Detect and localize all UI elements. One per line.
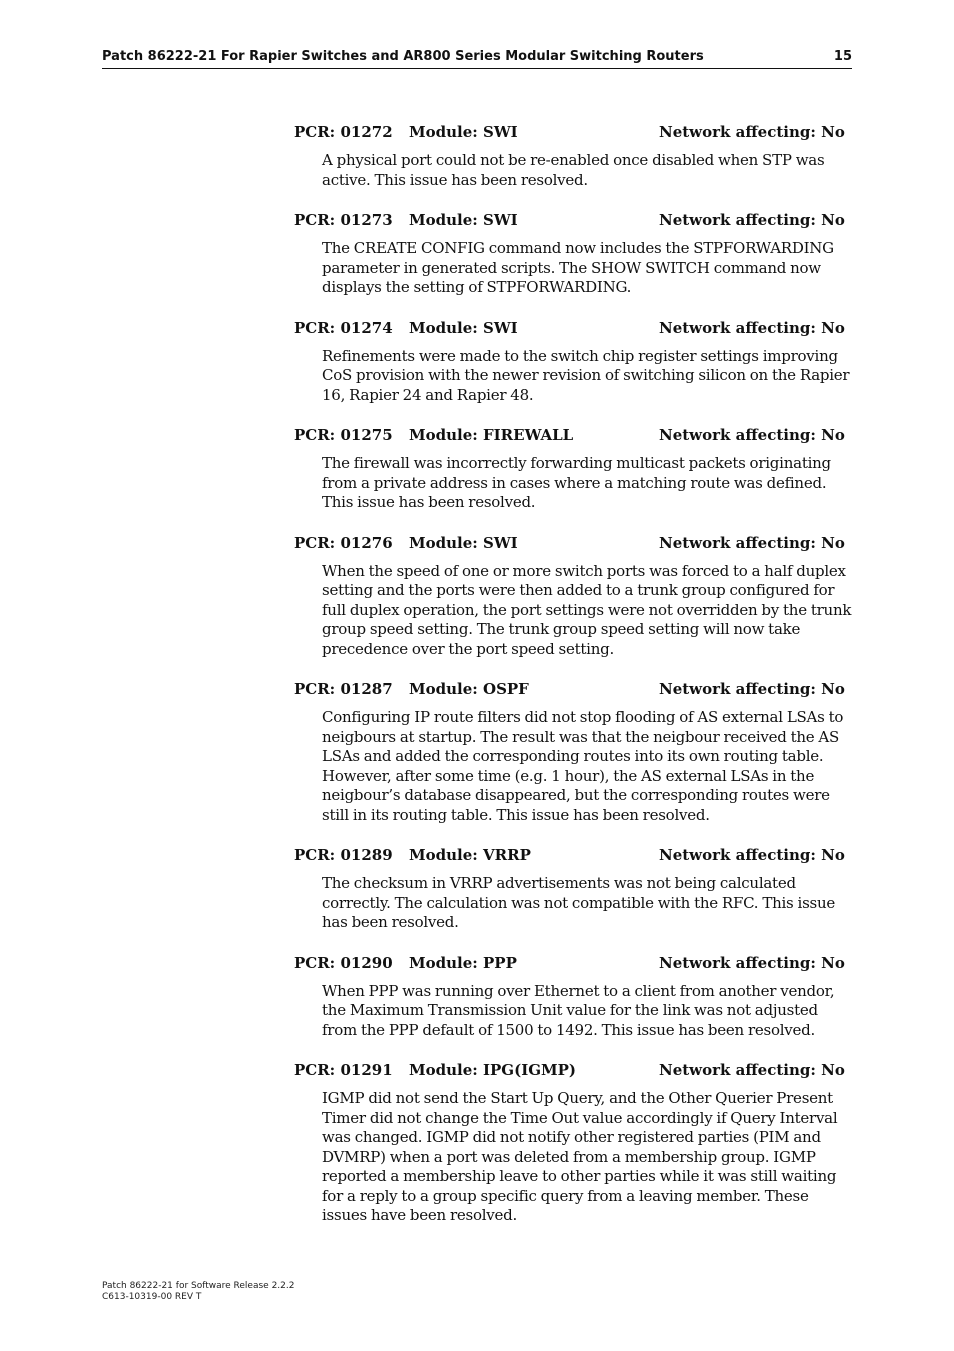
pcr-number: PCR: 01275	[294, 426, 393, 444]
pcr-network-affecting: Network affecting: No	[659, 211, 845, 229]
page-number: 15	[833, 49, 852, 64]
pcr-number: PCR: 01291	[294, 1061, 393, 1079]
pcr-description: When the speed of one or more switch ports was forced to a half duplex setting and the ports were then added to a trunk group configured for full duplex operation, the port settings were not overridden by the trunk group speed setting. The trunk group speed setting will now take precedence over the port speed setting.	[322, 561, 852, 658]
pcr-entry-01275	[294, 425, 854, 513]
pcr-description: The CREATE CONFIG command now includes the STPFORWARDING parameter in generated scripts. The SHOW SWITCH command now displays the setting of STPFORWARDING.	[322, 239, 834, 296]
pcr-entry-heading	[294, 1060, 854, 1080]
pcr-network-affecting: Network affecting: No	[659, 680, 845, 698]
pcr-description: Refinements were made to the switch chip register settings improving CoS provision with the newer revision of switching silicon on the Rapier 16, Rapier 24 and Rapier 48.	[322, 346, 850, 404]
pcr-module: Module: SWI	[409, 123, 518, 141]
pcr-network-affecting: Network affecting: No	[659, 426, 845, 444]
pcr-module: Module: IPG(IGMP)	[409, 1061, 577, 1079]
pcr-list	[294, 122, 854, 1226]
pcr-number: PCR: 01287	[294, 680, 393, 698]
pcr-description: When PPP was running over Ethernet to a client from another vendor, the Maximum Transmission Unit value for the link was not adjusted from the PPP default of 1500 to 1492. This issue has been resolved.	[322, 981, 835, 1039]
pcr-number: PCR: 01273	[294, 211, 393, 229]
pcr-network-affecting: Network affecting: No	[659, 123, 845, 141]
pcr-number: PCR: 01290	[294, 953, 393, 972]
pcr-module: Module: SWI	[409, 533, 518, 552]
pcr-module: Module: FIREWALL	[409, 426, 574, 444]
pcr-description: The firewall was incorrectly forwarding multicast packets originating from a private address in cases where a matching route was defined. This issue has been resolved.	[322, 454, 831, 511]
pcr-entry-heading	[294, 210, 854, 230]
pcr-entry-heading	[294, 845, 854, 865]
footer-release-line: Patch 86222-21 for Software Release 2.2.2	[102, 1281, 295, 1291]
pcr-entry-heading	[294, 425, 854, 445]
pcr-network-affecting: Network affecting: No	[659, 953, 845, 972]
pcr-description: The checksum in VRRP advertisements was not being calculated correctly. The calculation was not compatible with the RFC. This issue has been resolved.	[322, 874, 836, 931]
pcr-network-affecting: Network affecting: No	[659, 318, 845, 337]
pcr-description: Configuring IP route filters did not stop flooding of AS external LSAs to neigbours at startup. The result was that the neigbour received the AS LSAs and added the corresponding routes into its own routing table. However, after some time (e.g. 1 hour), the AS external LSAs in the neigbour’s database disappeared, but the corresponding routes were still in its routing table. This issue has been resolved.	[322, 708, 844, 824]
pcr-entry-heading	[294, 122, 854, 142]
pcr-number: PCR: 01276	[294, 533, 393, 552]
pcr-entry-01276	[294, 533, 854, 660]
pcr-entry-01287	[294, 679, 854, 825]
page-footer	[102, 1281, 294, 1303]
pcr-number: PCR: 01274	[294, 318, 393, 337]
pcr-description: IGMP did not send the Start Up Query, and the Other Querier Present Timer did not change the Time Out value accordingly if Query Interval was changed. IGMP did not notify other registered parties (PIM and DVMRP) when a port was deleted from a membership group. IGMP reported a membership leave to other parties while it was still waiting for a reply to a group specific query from a leaving member. These issues have been resolved.	[322, 1089, 838, 1224]
pcr-entry-heading	[294, 679, 854, 699]
pcr-entry-01289	[294, 845, 854, 933]
pcr-number: PCR: 01272	[294, 123, 393, 141]
pcr-entry-01290	[294, 953, 854, 1041]
pcr-module: Module: OSPF	[409, 680, 529, 698]
pcr-entry-01273	[294, 210, 854, 298]
page-header	[102, 48, 852, 69]
pcr-module: Module: PPP	[409, 953, 517, 972]
pcr-entry-heading	[294, 533, 854, 553]
document-title: Patch 86222-21 For Rapier Switches and AR800 Series Modular Switching Routers	[102, 49, 704, 64]
footer-document-code: C613-10319-00 REV T	[102, 1292, 202, 1302]
pcr-entry-heading	[294, 318, 854, 338]
pcr-description: A physical port could not be re-enabled once disabled when STP was active. This issue has been resolved.	[322, 151, 825, 189]
pcr-entry-01272	[294, 122, 854, 190]
pcr-network-affecting: Network affecting: No	[659, 1061, 845, 1079]
pcr-entry-01291	[294, 1060, 854, 1226]
pcr-module: Module: VRRP	[409, 846, 531, 864]
pcr-network-affecting: Network affecting: No	[659, 846, 845, 864]
pcr-entry-heading	[294, 953, 854, 973]
pcr-network-affecting: Network affecting: No	[659, 533, 845, 552]
pcr-module: Module: SWI	[409, 211, 518, 229]
pcr-entry-01274	[294, 318, 854, 406]
pcr-module: Module: SWI	[409, 318, 518, 337]
pcr-number: PCR: 01289	[294, 846, 393, 864]
